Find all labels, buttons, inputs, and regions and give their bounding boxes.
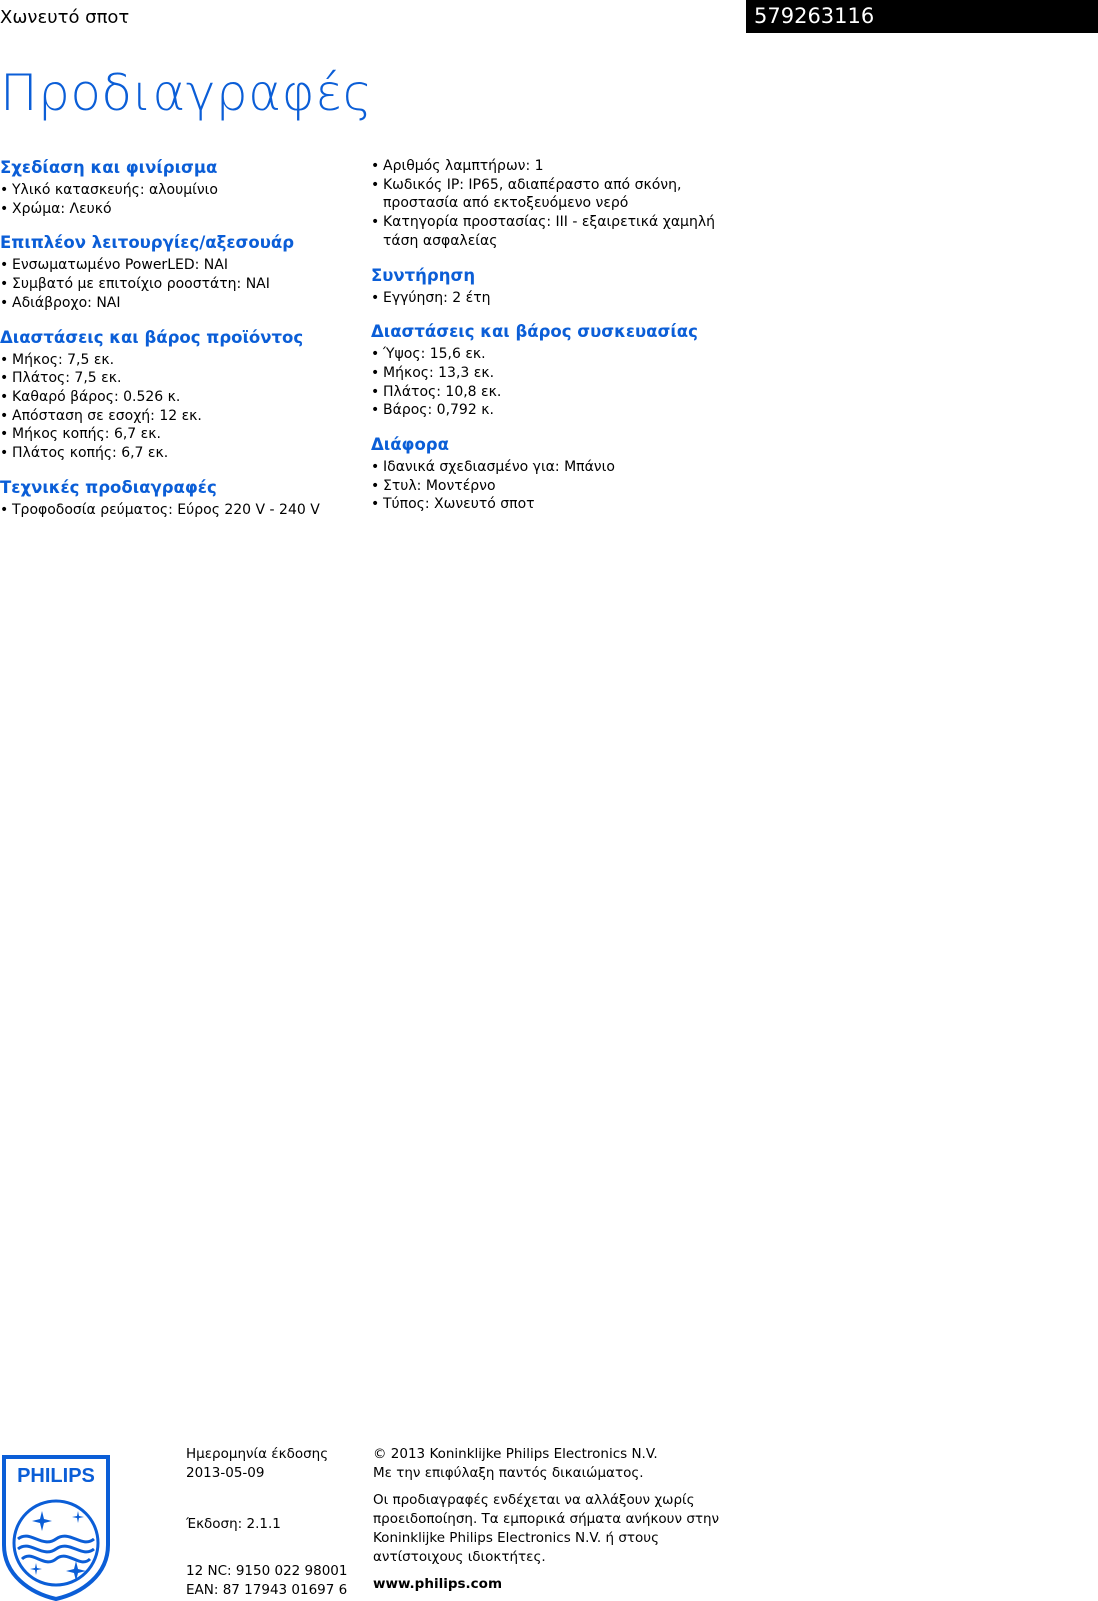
spec-item: • Μήκος: 7,5 εκ. bbox=[0, 351, 345, 370]
spec-item: • Καθαρό βάρος: 0.526 κ. bbox=[0, 388, 345, 407]
spec-section bbox=[371, 265, 716, 308]
spec-section bbox=[0, 232, 345, 312]
spec-section bbox=[0, 157, 345, 218]
issue-date: 2013-05-09 bbox=[186, 1465, 265, 1481]
section-title: Συντήρηση bbox=[371, 265, 476, 285]
section-title: Τεχνικές προδιαγραφές bbox=[0, 477, 217, 497]
ean-code: EAN: 87 17943 01697 6 bbox=[186, 1582, 348, 1598]
spec-section bbox=[371, 434, 716, 514]
spec-item: • Συμβατό με επιτοίχιο ροοστάτη: ΝΑΙ bbox=[0, 275, 345, 294]
spec-item: • Ύψος: 15,6 εκ. bbox=[371, 345, 716, 364]
disclaimer: Οι προδιαγραφές ενδέχεται να αλλάξουν χωρίς προειδοποίηση. Τα εμπορικά σήματα ανήκουν στην Koninklijke Philips Electronics N.V. ή στους αντίστοιχους ιδιοκτήτες. bbox=[373, 1492, 720, 1565]
right-spec-column bbox=[371, 157, 716, 528]
spec-item: • Τροφοδοσία ρεύματος: Εύρος 220 V - 240 V bbox=[0, 501, 345, 520]
spec-item: • Αδιάβροχο: ΝΑΙ bbox=[0, 294, 345, 313]
section-title: Διάφορα bbox=[371, 435, 449, 455]
spec-section-continued bbox=[371, 157, 716, 251]
issue-date-label: Ημερομηνία έκδοσης bbox=[186, 1446, 329, 1462]
spec-item: • Απόσταση σε εσοχή: 12 εκ. bbox=[0, 407, 345, 426]
rights: Με την επιφύλαξη παντός δικαιώματος. bbox=[373, 1465, 644, 1481]
spec-item: • Ενσωματωμένο PowerLED: ΝΑΙ bbox=[0, 256, 345, 275]
footer-legal bbox=[373, 1445, 733, 1594]
section-title: Διαστάσεις και βάρος συσκευασίας bbox=[371, 322, 698, 342]
spec-item: • Χρώμα: Λευκό bbox=[0, 200, 345, 219]
product-code-badge: 579263116 bbox=[746, 0, 1098, 33]
svg-text:PHILIPS: PHILIPS bbox=[17, 1465, 95, 1487]
spec-item: • Ιδανικά σχεδιασμένο για: Μπάνιο bbox=[371, 458, 716, 477]
left-spec-column bbox=[0, 157, 345, 533]
section-title: Επιπλέον λειτουργίες/αξεσουάρ bbox=[0, 233, 295, 253]
copyright: © 2013 Koninklijke Philips Electronics N.V. bbox=[373, 1446, 658, 1462]
spec-item: • Πλάτος: 7,5 εκ. bbox=[0, 369, 345, 388]
philips-logo-icon bbox=[0, 1453, 112, 1601]
spec-item: • Εγγύηση: 2 έτη bbox=[371, 289, 716, 308]
spec-section bbox=[0, 327, 345, 463]
product-name: Χωνευτό σποτ bbox=[0, 7, 130, 28]
section-title: Διαστάσεις και βάρος προϊόντος bbox=[0, 327, 304, 347]
spec-section bbox=[371, 321, 716, 420]
spec-item: • Πλάτος κοπής: 6,7 εκ. bbox=[0, 444, 345, 463]
page-title: Προδιαγραφές bbox=[0, 64, 373, 122]
spec-item: • Τύπος: Χωνευτό σποτ bbox=[371, 495, 716, 514]
spec-item: • Υλικό κατασκευής: αλουμίνιο bbox=[0, 181, 345, 200]
spec-item: • Στυλ: Μοντέρνο bbox=[371, 477, 716, 496]
spec-section bbox=[0, 477, 345, 520]
spec-item: • Κωδικός IP: IP65, αδιαπέραστο από σκόνη, προστασία από εκτοξευόμενο νερό bbox=[371, 176, 716, 213]
spec-item: • Μήκος: 13,3 εκ. bbox=[371, 364, 716, 383]
spec-item: • Βάρος: 0,792 κ. bbox=[371, 401, 716, 420]
website-link[interactable]: www.philips.com bbox=[373, 1576, 503, 1592]
spec-item: • Κατηγορία προστασίας: III - εξαιρετικά χαμηλή τάση ασφαλείας bbox=[371, 213, 716, 250]
spec-item: • Μήκος κοπής: 6,7 εκ. bbox=[0, 425, 345, 444]
section-title: Σχεδίαση και φινίρισμα bbox=[0, 158, 218, 177]
version: Έκδοση: 2.1.1 bbox=[186, 1516, 281, 1532]
spec-item: • Αριθμός λαμπτήρων: 1 bbox=[371, 157, 716, 176]
footer bbox=[0, 1445, 1098, 1601]
nc-code: 12 NC: 9150 022 98001 bbox=[186, 1563, 348, 1579]
spec-item: • Πλάτος: 10,8 εκ. bbox=[371, 383, 716, 402]
